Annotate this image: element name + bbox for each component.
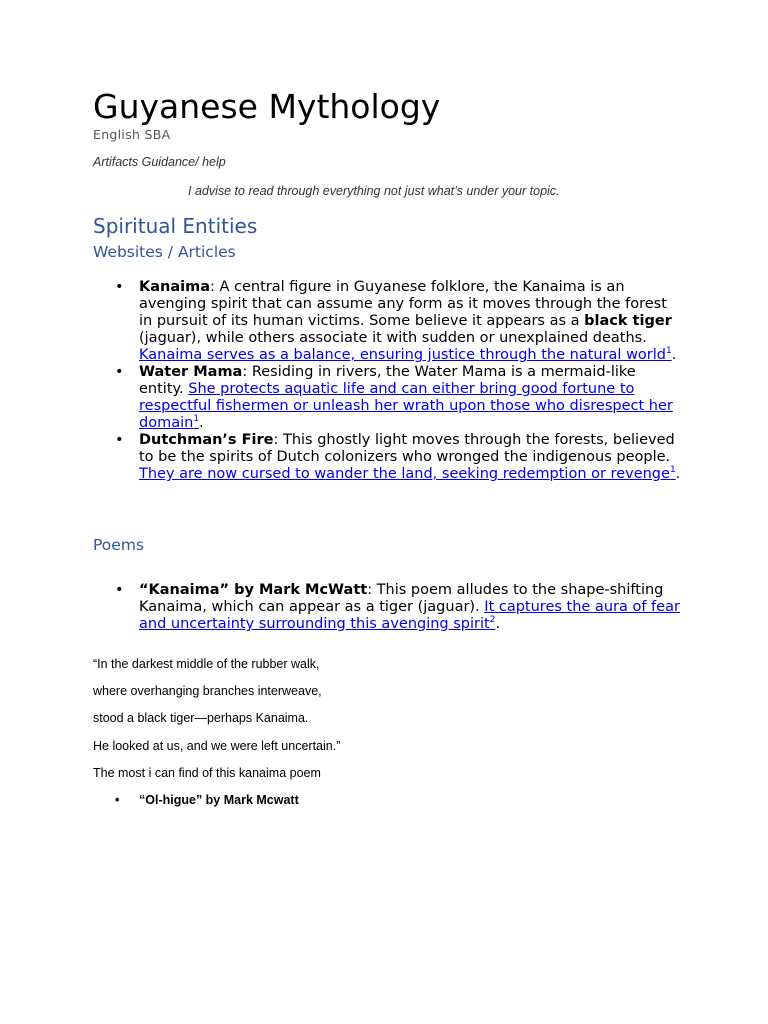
footnote-ref: 2 xyxy=(489,615,496,626)
list-item-kanaima-poem xyxy=(93,582,683,633)
quote-line-1: “In the darkest middle of the rubber walk, xyxy=(93,657,320,671)
entity-bold-text: black tiger xyxy=(584,313,672,329)
entity-text: : This ghostly light moves through the forests, believed to be the spirits of Dutch colonizers who wronged the indigenous people. xyxy=(139,432,675,465)
link-text: Kanaima serves as a balance, ensuring justice through the natural world xyxy=(139,347,666,363)
entity-text-continued: (jaguar), while others associate it with sudden or unexplained deaths. xyxy=(139,330,647,346)
link-kanaima-balance[interactable] xyxy=(139,347,672,363)
quote-line-2: where overhanging branches interweave, xyxy=(93,684,322,698)
entity-text: : Residing in rivers, the Water Mama is a mermaid-like entity. xyxy=(139,364,636,397)
poem-text: : This poem alludes to the shape-shifting Kanaima, which can appear as a tiger (jaguar). xyxy=(139,582,664,615)
heading-poems: Poems xyxy=(93,536,144,554)
list-item-kanaima xyxy=(93,279,683,364)
entity-text: : A central figure in Guyanese folklore, the Kanaima is an avenging spirit that can assume any form as it moves through the forest in pursuit of its human victims. Some believe it appears as a xyxy=(139,279,667,329)
heading-spiritual-entities: Spiritual Entities xyxy=(93,214,258,238)
advice-note: I advise to read through everything not just what’s under your topic. xyxy=(188,184,560,198)
quote-line-4: He looked at us, and we were left uncertain.” xyxy=(93,739,341,753)
bullet-icon: • xyxy=(115,582,124,598)
sentence-end: . xyxy=(675,466,681,482)
footnote-ref: 1 xyxy=(193,414,200,425)
sentence-end: . xyxy=(495,616,501,632)
bullet-icon: • xyxy=(115,279,124,295)
bullet-icon: • xyxy=(115,364,124,380)
footnote-ref: 1 xyxy=(669,465,676,476)
guidance-note: Artifacts Guidance/ help xyxy=(93,155,226,169)
entities-list xyxy=(93,279,683,483)
link-text: She protects aquatic life and can either bring good fortune to respectful fishermen or unleash her wrath upon those who disrespect her domain xyxy=(139,381,673,431)
document-title: Guyanese Mythology xyxy=(93,87,441,126)
quote-note: The most i can find of this kanaima poem xyxy=(93,766,321,780)
poem-title-ol-higue: “Ol-higue” by Mark Mcwatt xyxy=(139,793,299,807)
link-water-mama[interactable] xyxy=(139,381,673,431)
sentence-end: . xyxy=(671,347,677,363)
list-item-water-mama xyxy=(93,364,683,432)
entity-name: Kanaima xyxy=(139,279,210,295)
link-dutchmans-fire[interactable] xyxy=(139,466,676,482)
quote-line-3: stood a black tiger—perhaps Kanaima. xyxy=(93,711,309,725)
bullet-icon: • xyxy=(115,432,124,448)
link-text: They are now cursed to wander the land, seeking redemption or revenge xyxy=(139,466,670,482)
entity-name: Dutchman’s Fire xyxy=(139,432,274,448)
link-text: It captures the aura of fear and uncertainty surrounding this avenging spirit xyxy=(139,599,680,632)
poems-list xyxy=(93,582,683,633)
list-item-dutchmans-fire xyxy=(93,432,683,483)
entity-name: Water Mama xyxy=(139,364,243,380)
heading-websites-articles: Websites / Articles xyxy=(93,243,236,261)
poem-title: “Kanaima” by Mark McWatt xyxy=(139,582,368,598)
bullet-icon: • xyxy=(115,793,120,807)
document-subtitle: English SBA xyxy=(93,127,171,142)
footnote-ref: 1 xyxy=(666,346,672,357)
sentence-end: . xyxy=(199,415,204,431)
